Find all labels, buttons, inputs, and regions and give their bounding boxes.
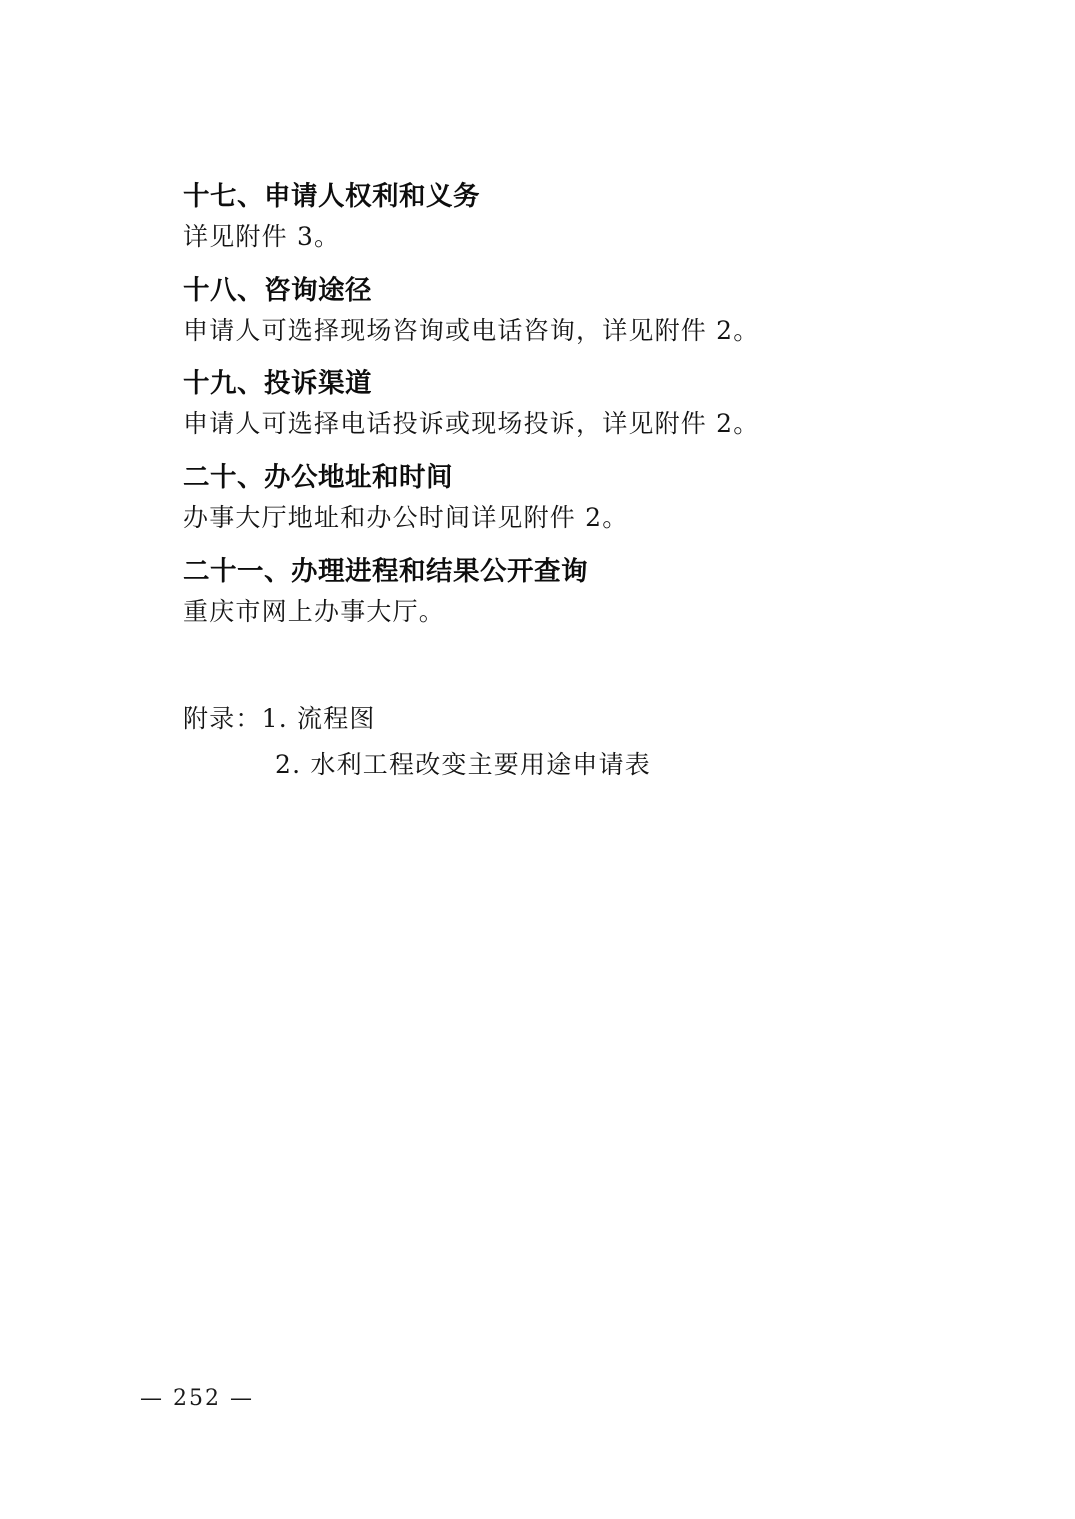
section-body: 重庆市网上办事大厅。 xyxy=(183,596,446,626)
page-number: — 252 — xyxy=(140,1386,254,1411)
section-heading: 二十、办公地址和时间 xyxy=(183,461,453,493)
section-office-address-and-hours xyxy=(183,461,905,535)
section-heading: 十八、咨询途径 xyxy=(183,274,372,306)
section-heading: 二十一、办理进程和结果公开查询 xyxy=(183,555,588,587)
section-body: 申请人可选择现场咨询或电话咨询，详见附件 2。 xyxy=(183,315,760,345)
section-complaint-channels xyxy=(183,367,905,441)
section-applicant-rights xyxy=(183,180,905,254)
section-heading: 十七、申请人权利和义务 xyxy=(183,181,480,212)
section-progress-and-result-query xyxy=(183,555,905,629)
appendix-item-application-form: 2. 水利工程改变主要用途申请表 xyxy=(275,749,652,779)
appendix-item-flowchart: 附录：1. 流程图 xyxy=(183,704,376,734)
section-heading: 十九、投诉渠道 xyxy=(183,368,372,400)
section-consultation-channels xyxy=(183,274,905,348)
section-body: 办事大厅地址和办公时间详见附件 2。 xyxy=(183,503,629,532)
section-body: 申请人可选择电话投诉或现场投诉，详见附件 2。 xyxy=(183,409,760,439)
appendix-list xyxy=(183,702,905,782)
section-body: 详见附件 3。 xyxy=(183,222,341,252)
